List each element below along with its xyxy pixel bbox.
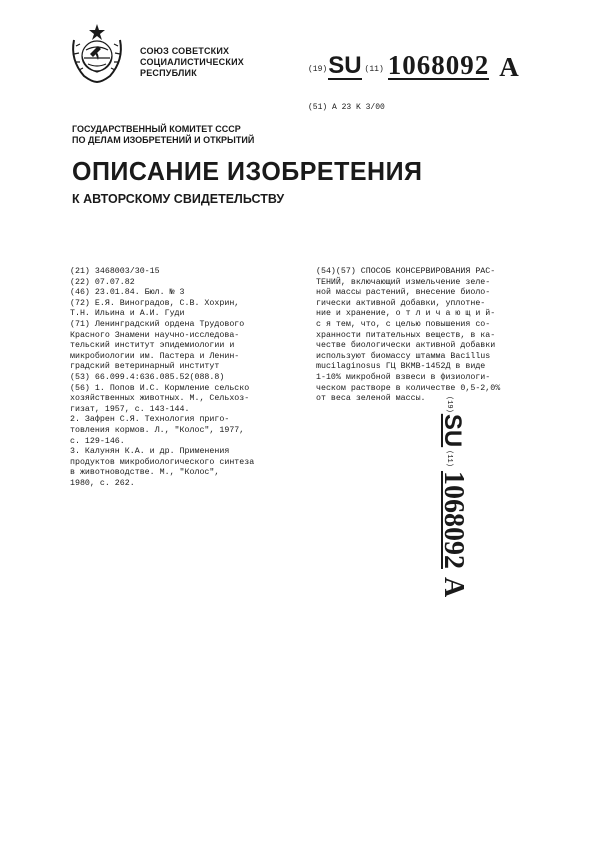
claim-line: ние и хранение, о т л и ч а ю щ и й-: [316, 309, 496, 319]
claim-line: ТЕНИЙ, включающий измельчение зеле-: [316, 277, 491, 287]
country-code-marker: (19): [308, 65, 328, 74]
biblio-line: градский ветеринарный институт: [70, 362, 220, 372]
biblio-line: 3. Калунян К.А. и др. Применения: [70, 447, 230, 457]
vertical-country-code-marker: (19): [445, 396, 453, 413]
patent-number: 1068092: [387, 50, 490, 80]
biblio-line: (46) 23.01.84. Бюл. № 3: [70, 288, 185, 298]
ipc-marker: (51): [308, 103, 328, 112]
biblio-line: товления кормов. Л., "Колос", 1977,: [70, 425, 245, 435]
ussr-emblem-icon: [64, 20, 130, 86]
biblio-line: в животноводстве. М., "Колос",: [70, 468, 220, 478]
union-line: СОЮЗ СОВЕТСКИХ: [140, 46, 230, 56]
claim-line: честве биологически активной добавки: [316, 341, 496, 351]
ipc-classification: [308, 103, 385, 112]
patent-code: [308, 52, 519, 80]
vertical-doc-kind: A: [438, 576, 469, 598]
claim-line: от веса зеленой массы.: [316, 394, 426, 404]
biblio-line: хозяйственных животных. М., Сельхоз-: [70, 394, 250, 404]
claim-line: mucilaginosus ГЦ ВКМВ-1452Д в виде: [316, 362, 486, 372]
vertical-patent-number: 1068092: [438, 470, 469, 569]
document-subtitle: К АВТОРСКОМУ СВИДЕТЕЛЬСТВУ: [72, 192, 285, 206]
claim-line: ческом растворе в количестве 0,5-2,0%: [316, 383, 501, 393]
committee-line: ГОСУДАРСТВЕННЫЙ КОМИТЕТ СССР: [72, 124, 241, 134]
biblio-line: (56) 1. Попов И.С. Кормление сельско: [70, 383, 250, 393]
biblio-line: тельский институт эпидемиологии и: [70, 341, 235, 351]
union-line: СОЦИАЛИСТИЧЕСКИХ: [140, 57, 244, 67]
biblio-line: микробиологии им. Пастера и Ленин-: [70, 351, 240, 361]
claim-line: (54)(57) СПОСОБ КОНСЕРВИРОВАНИЯ РАС-: [316, 267, 496, 276]
biblio-line: продуктов микробиологического синтеза: [70, 457, 255, 467]
claim-line: хранности питательных веществ, в ка-: [316, 330, 496, 340]
vertical-number-marker: (11): [445, 450, 453, 467]
claim-line: 1-10% микробной взвеси в физиологи-: [316, 372, 491, 382]
ipc-code: A 23 K 3/00: [332, 103, 385, 112]
biblio-line: с. 129-146.: [70, 436, 125, 446]
biblio-line: (71) Ленинградский ордена Трудового: [70, 319, 245, 329]
number-marker: (11): [364, 65, 384, 74]
vertical-patent-code: [438, 396, 469, 598]
biblio-line: 2. Зафрен С.Я. Технология приго-: [70, 415, 230, 425]
biblio-line: Т.Н. Ильина и А.И. Гуди: [70, 309, 185, 319]
country-code: SU: [328, 52, 362, 79]
committee-name: [72, 124, 254, 146]
biblio-line: (72) Е.Я. Виноградов, С.В. Хохрин,: [70, 298, 240, 308]
doc-kind: A: [499, 52, 519, 82]
biblio-line: (21) 3468003/30-15: [70, 267, 160, 276]
document-title: ОПИСАНИЕ ИЗОБРЕТЕНИЯ: [72, 157, 423, 187]
union-name: [140, 46, 244, 79]
claim-line: ной массы растений, внесение биоло-: [316, 288, 491, 298]
biblio-line: (22) 07.07.82: [70, 277, 135, 287]
bibliographic-data: [70, 267, 302, 489]
claim-line: с я тем, что, с целью повышения со-: [316, 319, 491, 329]
claim-line: используют биомассу штамма Bacillus: [316, 351, 491, 361]
biblio-line: (53) 66.099.4:636.085.52(088.8): [70, 372, 225, 382]
invention-claim: [316, 267, 548, 405]
committee-line: ПО ДЕЛАМ ИЗОБРЕТЕНИЙ И ОТКРЫТИЙ: [72, 135, 255, 145]
biblio-line: 1980, с. 262.: [70, 478, 135, 488]
biblio-line: гизат, 1957, с. 143-144.: [70, 404, 190, 414]
vertical-country-code: SU: [439, 413, 466, 448]
claim-line: гически активной добавки, уплотне-: [316, 298, 486, 308]
union-line: РЕСПУБЛИК: [140, 68, 197, 78]
biblio-line: Красного Знамени научно-исследова-: [70, 330, 240, 340]
